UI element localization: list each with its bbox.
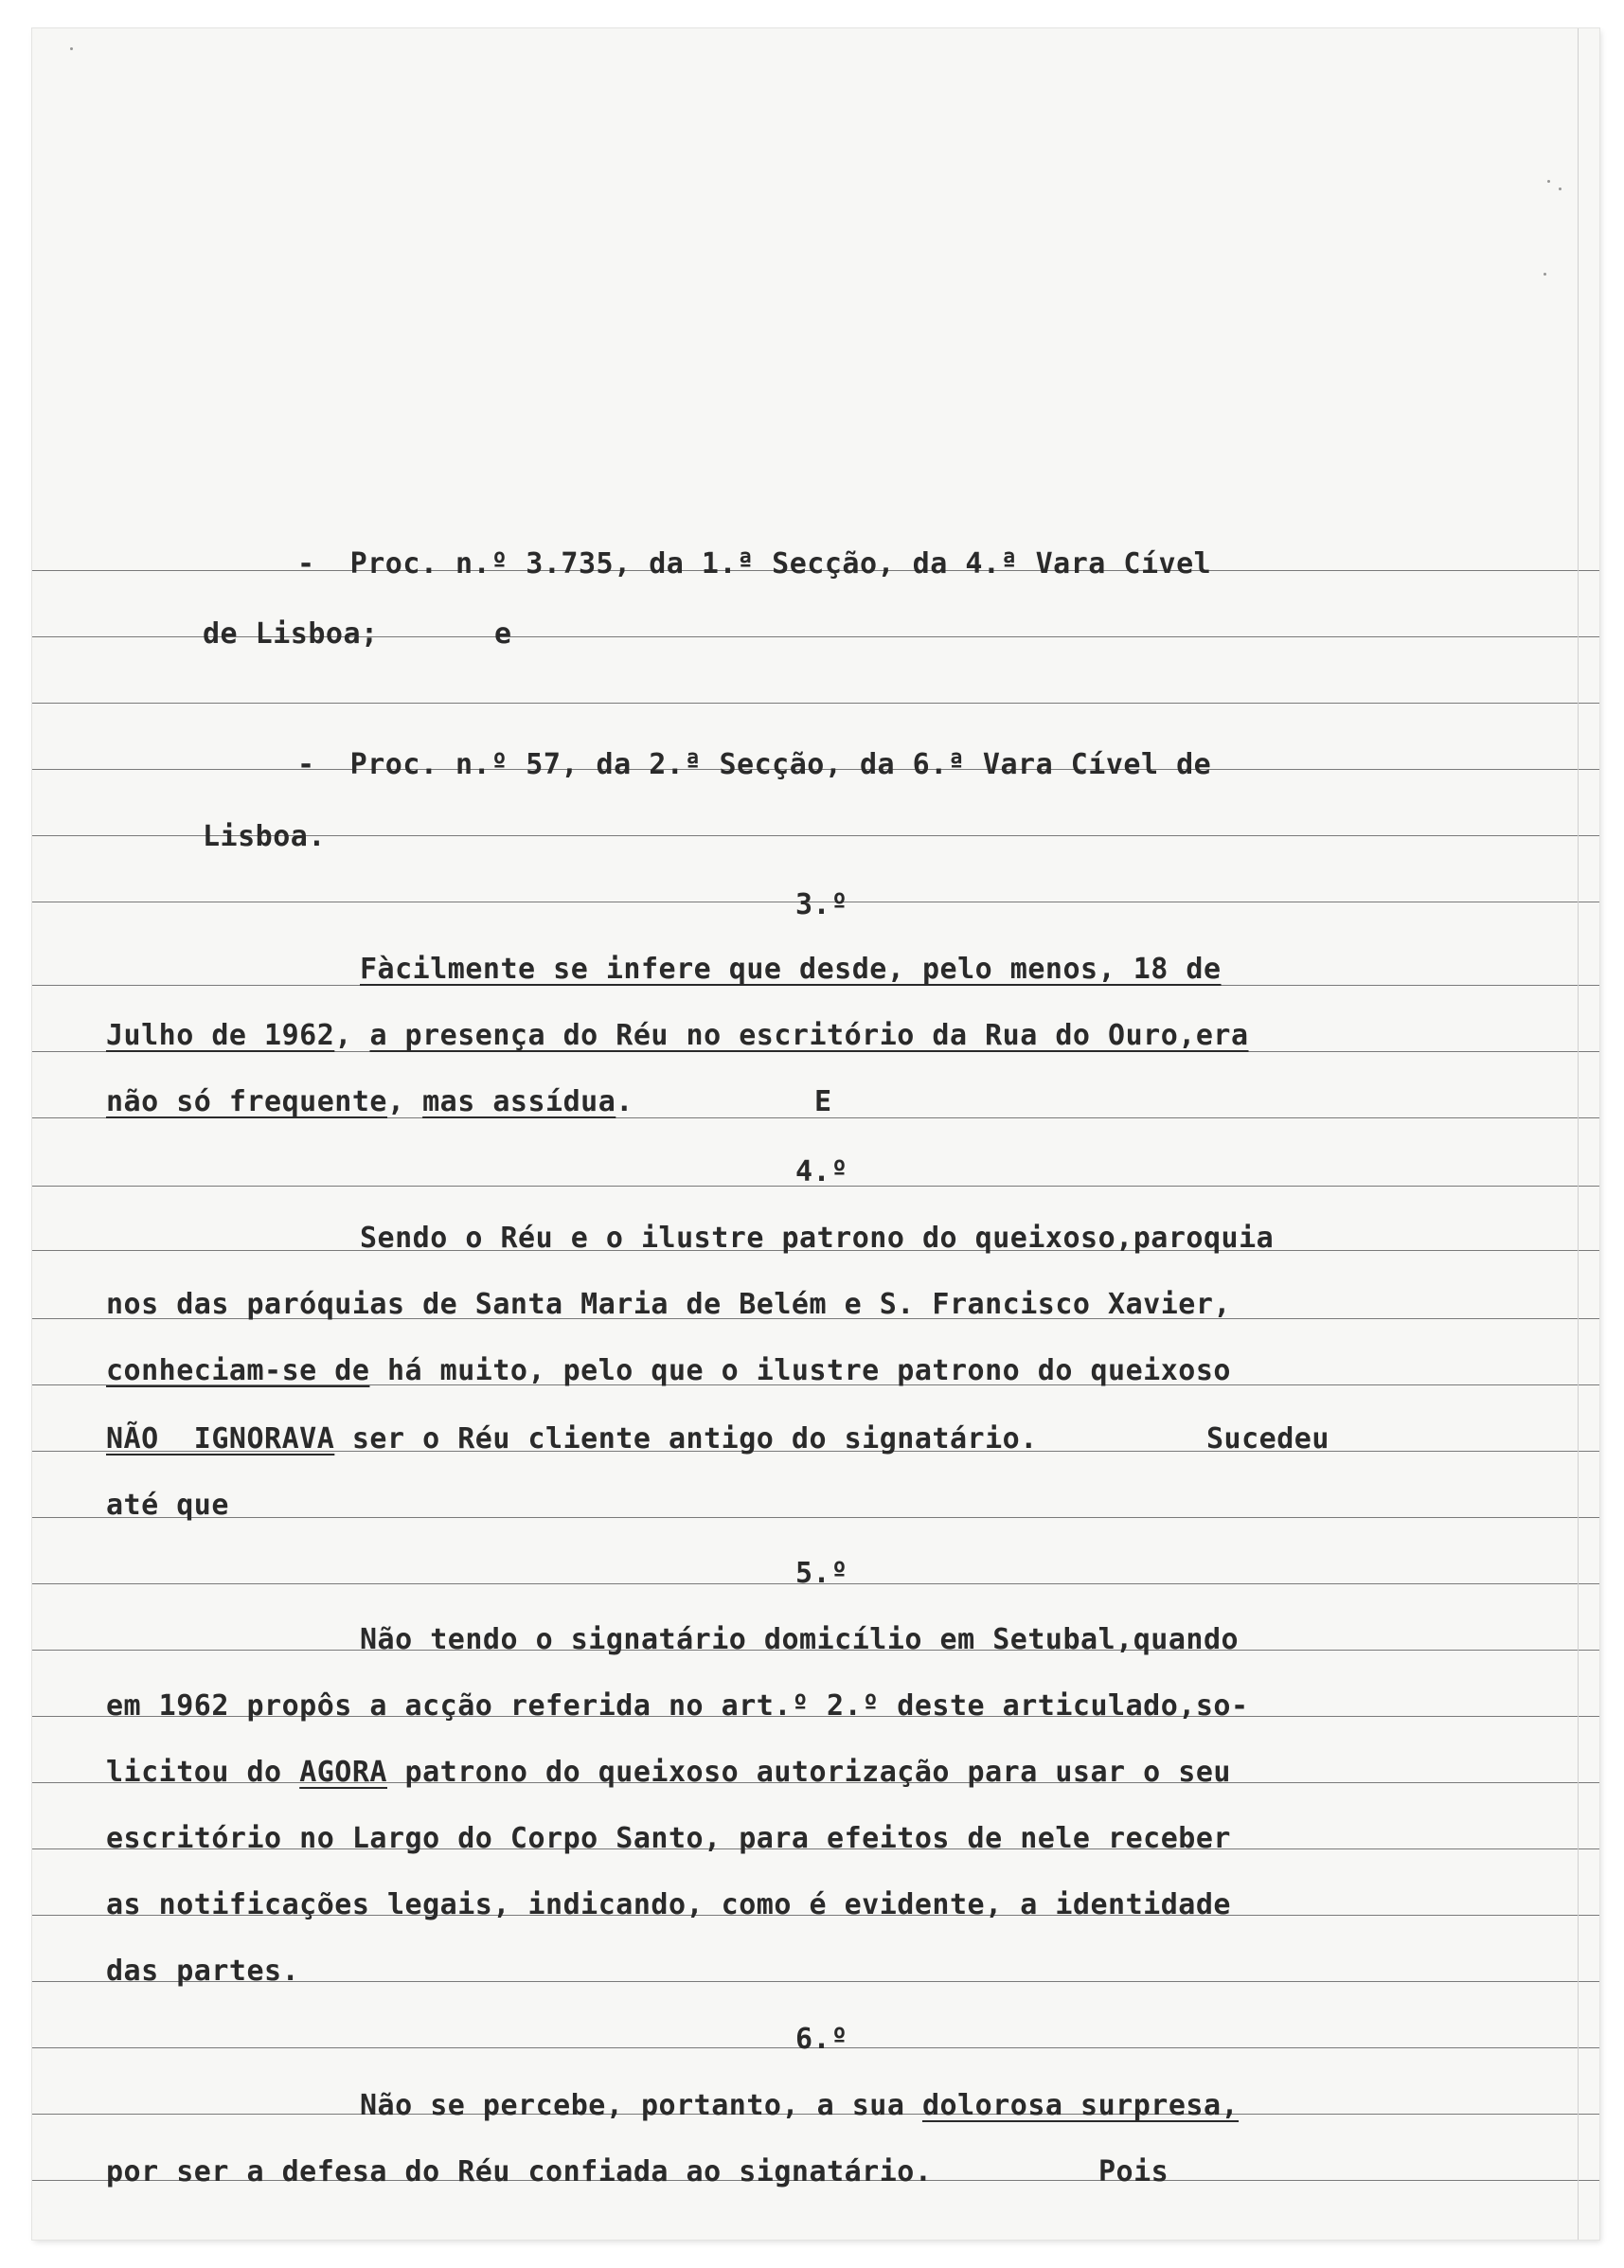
paragraph-5-line-1: Não tendo o signatário domicílio em Setubal,quando [360, 1623, 1240, 1656]
underlined-text: conheciam-se de [106, 1354, 370, 1387]
article-heading-4: 4.º [795, 1155, 848, 1188]
scan-speck [1547, 180, 1550, 183]
text-segment: . [616, 1085, 634, 1118]
paragraph-5-line-6: das partes. [106, 1955, 300, 1988]
text-segment: do Réu confiada ao signatário. [386, 2155, 933, 2188]
paragraph-5-line-5: as notificações legais, indicando, como é evidente, a identidade [106, 1888, 1231, 1921]
underlined-text: dolorosa surpresa, [921, 2089, 1240, 2122]
underlined-text: a presença do Réu no escritório da Rua do Ouro,era [369, 1019, 1249, 1052]
ruled-line [32, 1517, 1599, 1518]
underlined-text: AGORA [299, 1756, 387, 1789]
paragraph-3-line-3 [106, 1085, 634, 1119]
line-conjunction-e: E [814, 1085, 832, 1118]
text-segment: há muito, pelo que o ilustre patrono do queixoso [369, 1354, 1231, 1387]
paragraph-6-line-1 [360, 2089, 1239, 2123]
paragraph-4-line-1: Sendo o Réu e o ilustre patrono do queixoso,paroquia [360, 1222, 1275, 1255]
document-page [32, 28, 1599, 2240]
page-edge [1578, 28, 1579, 2240]
paragraph-5-line-2: em 1962 propôs a acção referida no art.º 2.º deste articulado,so- [106, 1689, 1249, 1723]
line-conjunction: e [494, 617, 512, 651]
text-segment: ser o Réu cliente antigo do signatário. [334, 1422, 1038, 1455]
text-segment: patrono do queixoso autorização para usar o seu [387, 1756, 1231, 1789]
line-proc-2: - Proc. n.º 57, da 2.ª Secção, da 6.ª Vara Cível de [297, 748, 1212, 781]
scan-speck [70, 47, 73, 50]
text-segment: , [334, 1019, 370, 1052]
article-heading-5: 5.º [795, 1557, 848, 1590]
paragraph-3-line-2 [106, 1019, 1249, 1053]
paragraph-5-line-3 [106, 1756, 1231, 1790]
paragraph-4-line-4 [106, 1422, 1038, 1456]
text-segment: , [386, 1085, 423, 1118]
scan-speck [1559, 188, 1562, 190]
underlined-date: Julho de 1962 [106, 1019, 335, 1052]
underlined-text: não só frequente [106, 1085, 387, 1118]
line-proc-1: - Proc. n.º 3.735, da 1.ª Secção, da 4.ª Vara Cível [297, 547, 1212, 580]
underlined-text: NÃO IGNORAVA [106, 1422, 335, 1455]
paragraph-6-line-2 [106, 2155, 932, 2189]
paragraph-4-line-3 [106, 1354, 1231, 1388]
ruled-line [32, 703, 1599, 704]
underlined-text: mas assídua [422, 1085, 616, 1118]
text-segment: por ser a defesa [106, 2155, 387, 2188]
scan-speck [1544, 273, 1546, 276]
line-lisboa-1: de Lisboa; [203, 617, 379, 651]
line-lisboa-2: Lisboa. [203, 820, 326, 853]
paragraph-4-line-2: nos das paróquias de Santa Maria de Belém e S. Francisco Xavier, [106, 1288, 1231, 1321]
text-segment: Não se percebe, portanto, a sua [360, 2089, 922, 2122]
text-segment-pois: Pois [1098, 2155, 1169, 2188]
paragraph-3-line-1: Fàcilmente se infere que desde, pelo menos, 18 de [360, 953, 1222, 986]
paragraph-4-line-5: até que [106, 1489, 229, 1522]
paragraph-5-line-4: escritório no Largo do Corpo Santo, para efeitos de nele receber [106, 1822, 1231, 1855]
text-segment: licitou do [106, 1756, 300, 1789]
text-segment-sucedeu: Sucedeu [1206, 1422, 1330, 1455]
article-heading-3: 3.º [795, 888, 848, 921]
article-heading-6: 6.º [795, 2023, 848, 2056]
